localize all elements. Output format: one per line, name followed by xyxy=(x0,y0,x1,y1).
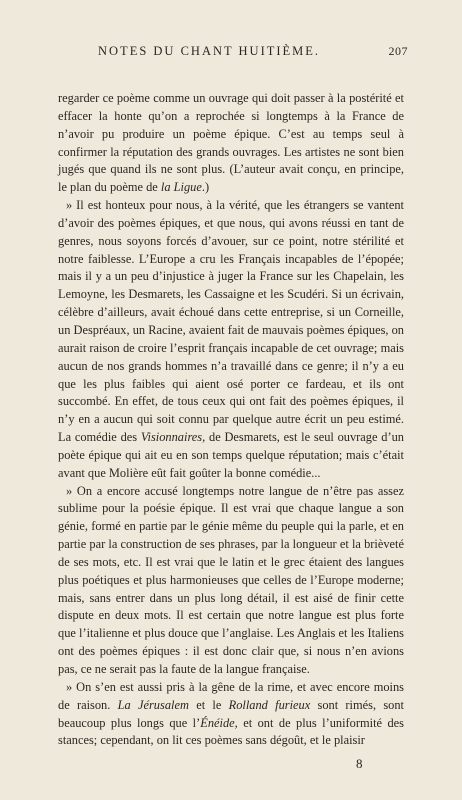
text-run: de Desmarets, est le seul ouvrage d’un poète épique qui ait eu en son temps quelque réputation; mais c’était avant que Molière eût fait goûter la bonne comédie... xyxy=(58,430,404,480)
text-run: .) xyxy=(201,180,210,195)
italic-title: Énéide, xyxy=(200,715,238,730)
text-run: et le xyxy=(188,697,229,712)
page-number: 207 xyxy=(388,44,408,58)
text-run: regarder ce poème comme un ouvrage qui doit passer à la postérité et effacer la honte qu’on a reprochée si longtemps à la France de n’avoir pu produire un poème épique. C’est au temps seul à confirmer la réputation des grands ouvrages. Les artistes ne sont bien jugés que quand ils ne sont plus. (L’auteur avait conçu, en principe, le plan du poème de xyxy=(58,91,404,195)
text-run: » On s’en est aussi pris à la gêne de la rime, et avec encore moins de raison. xyxy=(58,679,404,712)
italic-title: La Jérusalem xyxy=(117,697,189,712)
body-text xyxy=(58,90,404,750)
text-run: sont rimés, sont beaucoup plus longs que l’ xyxy=(58,697,404,730)
text-run: » Il est honteux pour nous, à la vérité, que les étrangers se vantent d’avoir des poèmes épiques, et que nous, qui avons réussi en tant de genres, nous soyons forcés d’avouer, sur ce point, notre stérilité et notre faiblesse. L’Europe a cru les Français incapables de l’épopée; mais il y a un peu d’injustice à juger la France sur les Chapelain, les Lemoyne, les Desmarets, les Cassaigne et les Scudéri. Si un écrivain, célèbre d’ailleurs, avait échoué dans cette entreprise, si un Corneille, un Despréaux, un Racine, avaient fait de mauvais poèmes épiques, on aurait raison de croire l’esprit français incapable de cet ouvrage; mais aucun de nos grands hommes n’a travaillé dans ce genre; il n’y a eu que les plus faibles qui aient osé porter ce fardeau, et ils ont succombé. En effet, de tous ceux qui ont fait des poèmes épiques, il n’y en a aucun qui soit connu par quelque autre écrit un peu estimé. La comédie des xyxy=(58,198,404,445)
paragraph xyxy=(58,197,404,483)
running-header xyxy=(98,44,408,59)
paragraph xyxy=(58,90,404,197)
paragraph xyxy=(58,483,404,679)
signature-mark: 8 xyxy=(356,756,363,771)
header-title: NOTES DU CHANT HUITIÈME. xyxy=(98,44,321,58)
italic-title: Visionnaires, xyxy=(140,430,206,445)
italic-title: la Ligue xyxy=(160,180,202,195)
text-run: » On a encore accusé longtemps notre langue de n’être pas assez sublime pour la poésie épique. Il est vrai que chaque langue a son génie, formé en partie par le génie même du peuple qui la parle, et en partie par la construction de ses phrases, par la longueur et la brièveté de ses mots, etc. Il est vrai que le latin et le grec étaient des langues plus poétiques et plus harmonieuses que celles de l’Europe moderne; mais, sans entrer dans un plus long détail, il est aisé de finir cette dispute en deux mots. Il est certain que notre langue est plus forte que l’italienne et plus douce que l’anglaise. Les Anglais et les Italiens ont des poèmes épiques : il est donc clair que, si nous n’en avions pas, ce ne serait pas la faute de la langue française. xyxy=(58,483,404,676)
paragraph xyxy=(58,679,404,750)
italic-title: Rolland furieux xyxy=(228,697,311,712)
text-run: et ont de plus l’uniformité des stances; cependant, on lit ces poèmes sans dégoût, et le plaisir xyxy=(58,715,404,748)
